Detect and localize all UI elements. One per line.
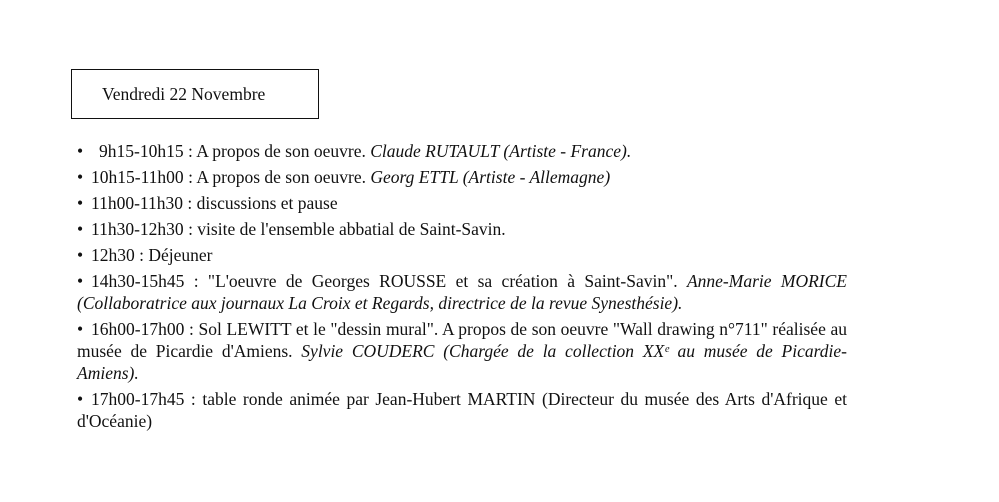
list-item bbox=[77, 140, 847, 162]
item-time: 10h15-11h00 bbox=[91, 167, 184, 187]
item-speaker: Georg ETTL (Artiste - Allemagne) bbox=[370, 167, 611, 187]
bullet-icon: • bbox=[77, 193, 84, 213]
item-time: 12h30 bbox=[91, 245, 135, 265]
item-text: : A propos de son oeuvre. bbox=[183, 141, 371, 161]
item-time: 16h00-17h00 bbox=[91, 319, 185, 339]
list-item bbox=[77, 218, 847, 240]
bullet-icon: • bbox=[77, 219, 84, 239]
program-list bbox=[77, 140, 847, 436]
date-heading-box bbox=[71, 69, 319, 119]
list-item bbox=[77, 270, 847, 314]
item-time: 14h30-15h45 bbox=[91, 271, 185, 291]
list-item bbox=[77, 318, 847, 384]
item-text: : table ronde animée par Jean-Hubert MARTIN (Directeur du musée des Arts d'Afrique et d'Océanie) bbox=[77, 389, 847, 431]
item-text: : visite de l'ensemble abbatial de Saint-Savin. bbox=[183, 219, 506, 239]
date-heading: Vendredi 22 Novembre bbox=[102, 83, 266, 104]
item-speaker: Anne-Marie MORICE (Collaboratrice aux journaux La Croix et Regards, directrice de la revue Synesthésie). bbox=[77, 271, 847, 313]
bullet-icon: • bbox=[77, 141, 84, 161]
list-item bbox=[77, 244, 847, 266]
bullet-icon: • bbox=[77, 271, 84, 291]
item-speaker: Sylvie COUDERC (Chargée de la collection XXᵉ au musée de Picardie-Amiens). bbox=[77, 341, 847, 383]
bullet-icon: • bbox=[77, 167, 84, 187]
item-time: 11h30-12h30 bbox=[91, 219, 184, 239]
item-time: 17h00-17h45 bbox=[91, 389, 185, 409]
list-item bbox=[77, 192, 847, 214]
item-speaker: Claude RUTAULT (Artiste - France). bbox=[370, 141, 632, 161]
bullet-icon: • bbox=[77, 389, 84, 409]
list-item bbox=[77, 388, 847, 432]
item-text: : Déjeuner bbox=[134, 245, 213, 265]
item-text: : "L'oeuvre de Georges ROUSSE et sa création à Saint-Savin". bbox=[184, 271, 687, 291]
item-text: : Sol LEWITT et le "dessin mural". A propos de son oeuvre "Wall drawing n°711" réalisée au musée de Picardie d'Amiens. bbox=[77, 319, 847, 361]
item-time: 11h00-11h30 bbox=[91, 193, 184, 213]
list-item bbox=[77, 166, 847, 188]
item-time: 9h15-10h15 bbox=[99, 141, 184, 161]
item-text: : A propos de son oeuvre. bbox=[183, 167, 371, 187]
item-text: : discussions et pause bbox=[183, 193, 338, 213]
bullet-icon: • bbox=[77, 245, 84, 265]
bullet-icon: • bbox=[77, 319, 84, 339]
